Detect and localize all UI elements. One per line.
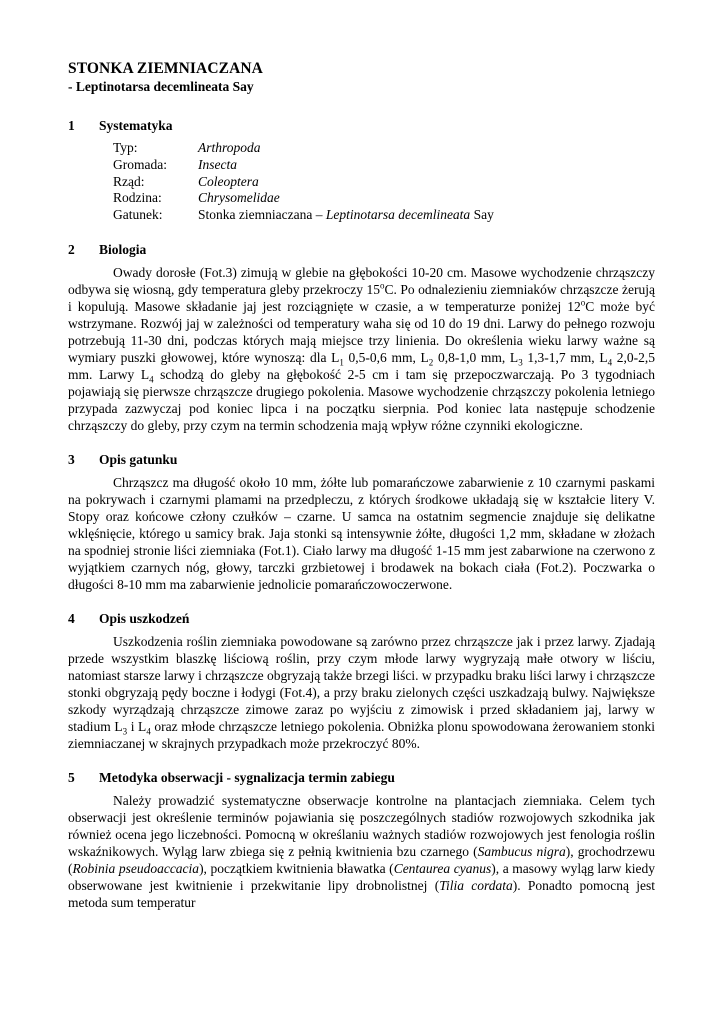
section-number: 1 [68,118,75,133]
taxonomy-table [113,140,655,224]
section-title: Opis uszkodzeń [99,610,190,626]
paragraph-opis-gatunku: Chrząszcz ma długość około 10 mm, żółte lub pomarańczowe zabarwienie z 10 czarnymi paskami na pokrywach i czarnymi plamami na przedpleczu, z których środkowe układają się w kształcie litery V. Stopy oraz końcowe człony czułków – czarne. U samca na ostatnim segmencie znajduje się delikatne wklęśnięcie, którego u samicy brak. Jaja stonki są intensywnie żółte, długości 1,2 mm, składane w złożach na spodniej stronie liści ziemniaka (Fot.1). Ciało larwy ma długość 1-15 mm jest zabarwione na czerwono z wyjątkiem czarnych nóg, głowy, tarczki grzbietowej i brodawek na bokach ciała (Fot.2). Poczwarka o długości 8-10 mm ma zabarwienie jednolicie pomarańczowoczerwone. [68,474,655,592]
section-title: Opis gatunku [99,451,178,467]
taxonomy-row: Rodzina: Chrysomelidae [113,190,280,206]
taxonomy-row-species: Gatunek: Stonka ziemniaczana – Leptinotarsa decemlineata Say [113,207,494,223]
section-heading-biologia [68,241,655,258]
document-page [68,60,655,911]
section-title: Biologia [99,241,147,257]
section-heading-opis-uszkodzen [68,610,655,627]
document-subtitle: - Leptinotarsa decemlineata Say [68,79,254,94]
taxonomy-row: Typ: Arthropoda [113,140,261,155]
section-title: Systematyka [99,118,173,133]
section-heading-opis-gatunku [68,451,655,468]
paragraph-biologia: Owady dorosłe (Fot.3) zimują w glebie na głębokości 10-20 cm. Masowe wychodzenie chrząszczy odbywa się wiosną, gdy temperatura gleby przekroczy 15$^o$C. Po odnalezieniu ziemniaków chrząszcze żerują i kopulują. Masowe składanie jaj jest rozciągnięte w czasie, a w temperaturze poniżej 12$^o$C może być wstrzymane. Rozwój jaj w zależności od temperatury waha się od 10 do 19 dni. Larwy do pełnego rozwoju potrzebują 11-30 dni, podczas których mają miejsce trzy linienia. Do określenia wieku larwy ważne są wymiary puszki głowowej, które wynoszą: dla $L_1$ 0,5-0,6 mm, $L_2$ 0,8-1,0 mm, $L_3$ 1,3-1,7 mm, $L_4$ 2,0-2,5 mm. Larwy $L_4$ schodzą do gleby na głębokość 2-5 cm i tam się przepoczwarczają. Po 3 tygodniach pojawiają się pierwsze chrząszcze drugiego pokolenia. Masowe wychodzenie chrząszczy pokolenia letniego przypada zazwyczaj pod koniec lipca i na początku sierpnia. Pod koniec lata następuje schodzenie chrząszczy do gleby, przy czym na termin schodzenia mają wpływ różne czynniki ekologiczne. [68,264,656,433]
taxonomy-row: Gromada: Insecta [113,156,237,172]
taxonomy-row: Rząd: Coleoptera [113,173,259,189]
section-heading-metodyka [68,769,655,786]
section-number: 5 [68,769,75,785]
section-number: 3 [68,451,75,467]
section-title: Metodyka obserwacji - sygnalizacja termin zabiegu [99,769,395,785]
section-heading-systematyka [68,117,655,134]
paragraph-metodyka: Należy prowadzić systematyczne obserwacje kontrolne na plantacjach ziemniaka. Celem tych obserwacji jest określenie terminów pojawiania się poszczególnych stadiów rozwojowych szkodnika jak również ocena jego liczebności. Pomocną w określaniu ważnych stadiów rozwojowych jest fenologia roślin wskaźnikowych. Wyląg larw zbiega się z pełnią kwitnienia bzu czarnego (Sambucus nigra), grochodrzewu (Robinia pseudoaccacia), początkiem kwitnienia bławatka (Centaurea cyanus), a masowy wyląg larw kiedy obserwowane jest kwitnienie i przekwitanie lipy drobnolistnej (Tilia cordata). Ponadto pomocną jest metoda sum temperatur [68,792,655,910]
paragraph-opis-uszkodzen: Uszkodzenia roślin ziemniaka powodowane są zarówno przez chrząszcze jak i przez larwy. Zjadają przede wszystkim blaszkę liściową roślin, przy czym młode larwy wygryzają małe otwory w liściu, natomiast starsze larwy i chrząszcze obgryzają także brzegi liści. w przypadku braku liści larwy i chrząszcze stonki obgryzają pędy boczne i łodygi (Fot.4), a przy braku zielonych części uszkadzają bulwy. Największe szkody wyrządzają chrząszcze zimowe zaraz po wyjściu z zimowisk i przed składaniem jaj, larwy w stadium $L_3$ i $L_4$ oraz młode chrząszcze letniego pokolenia. Obniżka plonu spowodowana żerowaniem stonki ziemniaczanej w skrajnych przypadkach może przekroczyć 80%. [68,633,656,751]
section-number: 2 [68,241,75,257]
document-title: STONKA ZIEMNIACZANA [68,60,263,77]
section-number: 4 [68,610,75,626]
